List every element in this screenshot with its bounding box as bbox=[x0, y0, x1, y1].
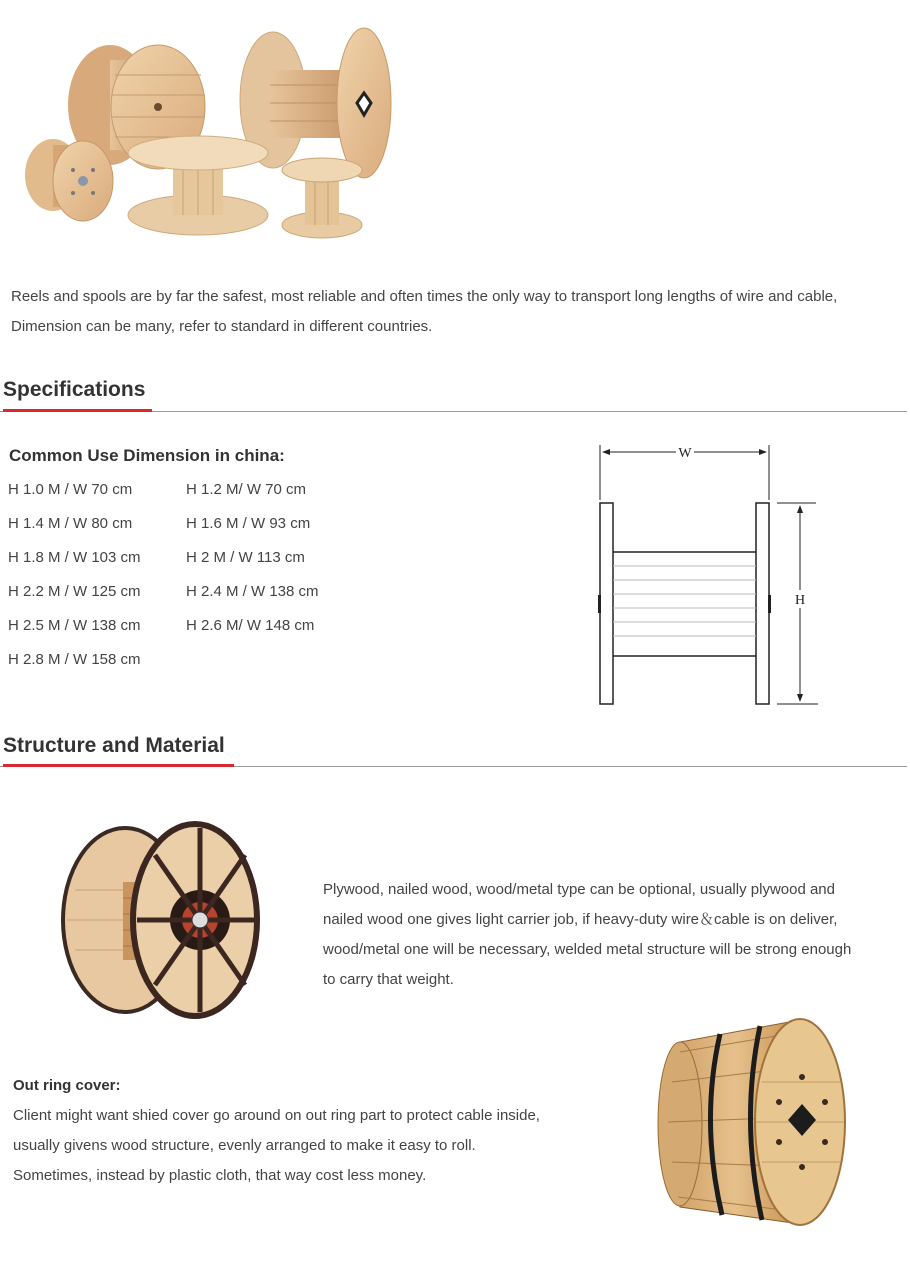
dimension-item: H 1.0 M / W 70 cm bbox=[8, 481, 133, 498]
intro-line: Reels and spools are by far the safest, most reliable and often times the only way to transport long lengths of wire and cable, bbox=[11, 288, 838, 305]
dimension-item: H 2.2 M / W 125 cm bbox=[8, 583, 141, 600]
wood-metal-reel-photo bbox=[55, 820, 270, 1030]
intro-text bbox=[11, 282, 910, 342]
dimension-item: H 2.6 M/ W 148 cm bbox=[186, 617, 315, 634]
covered-reel-photo bbox=[650, 1012, 850, 1234]
specifications-title: Specifications bbox=[3, 378, 146, 401]
dimension-item: H 1.4 M / W 80 cm bbox=[8, 515, 133, 532]
material-line: to carry that weight. bbox=[323, 971, 454, 988]
ring-cover-description bbox=[13, 1071, 613, 1191]
structure-title: Structure and Material bbox=[3, 734, 225, 757]
intro-line: Dimension can be many, refer to standard in different countries. bbox=[11, 318, 433, 335]
dimension-item: H 2.5 M / W 138 cm bbox=[8, 617, 141, 634]
diagram-h-label: H bbox=[794, 593, 806, 608]
diagram-w-label: W bbox=[678, 446, 692, 461]
material-description bbox=[323, 875, 903, 995]
ring-cover-line: Client might want shied cover go around on out ring part to protect cable inside, bbox=[13, 1107, 540, 1124]
ring-cover-line: usually givens wood structure, evenly arranged to make it easy to roll. bbox=[13, 1137, 476, 1154]
material-line: nailed wood one gives light carrier job, if heavy-duty wire＆cable is on deliver, bbox=[323, 911, 838, 928]
dimension-item: H 2.4 M / W 138 cm bbox=[186, 583, 319, 600]
dimension-item: H 1.2 M/ W 70 cm bbox=[186, 481, 307, 498]
dimension-item: H 2.8 M / W 158 cm bbox=[8, 651, 141, 668]
dimension-heading: Common Use Dimension in china: bbox=[9, 446, 285, 465]
section-accent-underline bbox=[3, 409, 152, 412]
wooden-reels-photo bbox=[15, 25, 400, 245]
reel-dimension-diagram bbox=[590, 440, 830, 715]
section-accent-underline bbox=[3, 764, 234, 767]
dimension-item: H 2 M / W 113 cm bbox=[186, 549, 305, 566]
material-line: Plywood, nailed wood, wood/metal type can be optional, usually plywood and bbox=[323, 881, 835, 898]
ring-cover-heading: Out ring cover: bbox=[13, 1077, 121, 1094]
ring-cover-line: Sometimes, instead by plastic cloth, that way cost less money. bbox=[13, 1167, 427, 1184]
dimension-item: H 1.8 M / W 103 cm bbox=[8, 549, 141, 566]
material-line: wood/metal one will be necessary, welded metal structure will be strong enough bbox=[323, 941, 852, 958]
dimension-item: H 1.6 M / W 93 cm bbox=[186, 515, 311, 532]
